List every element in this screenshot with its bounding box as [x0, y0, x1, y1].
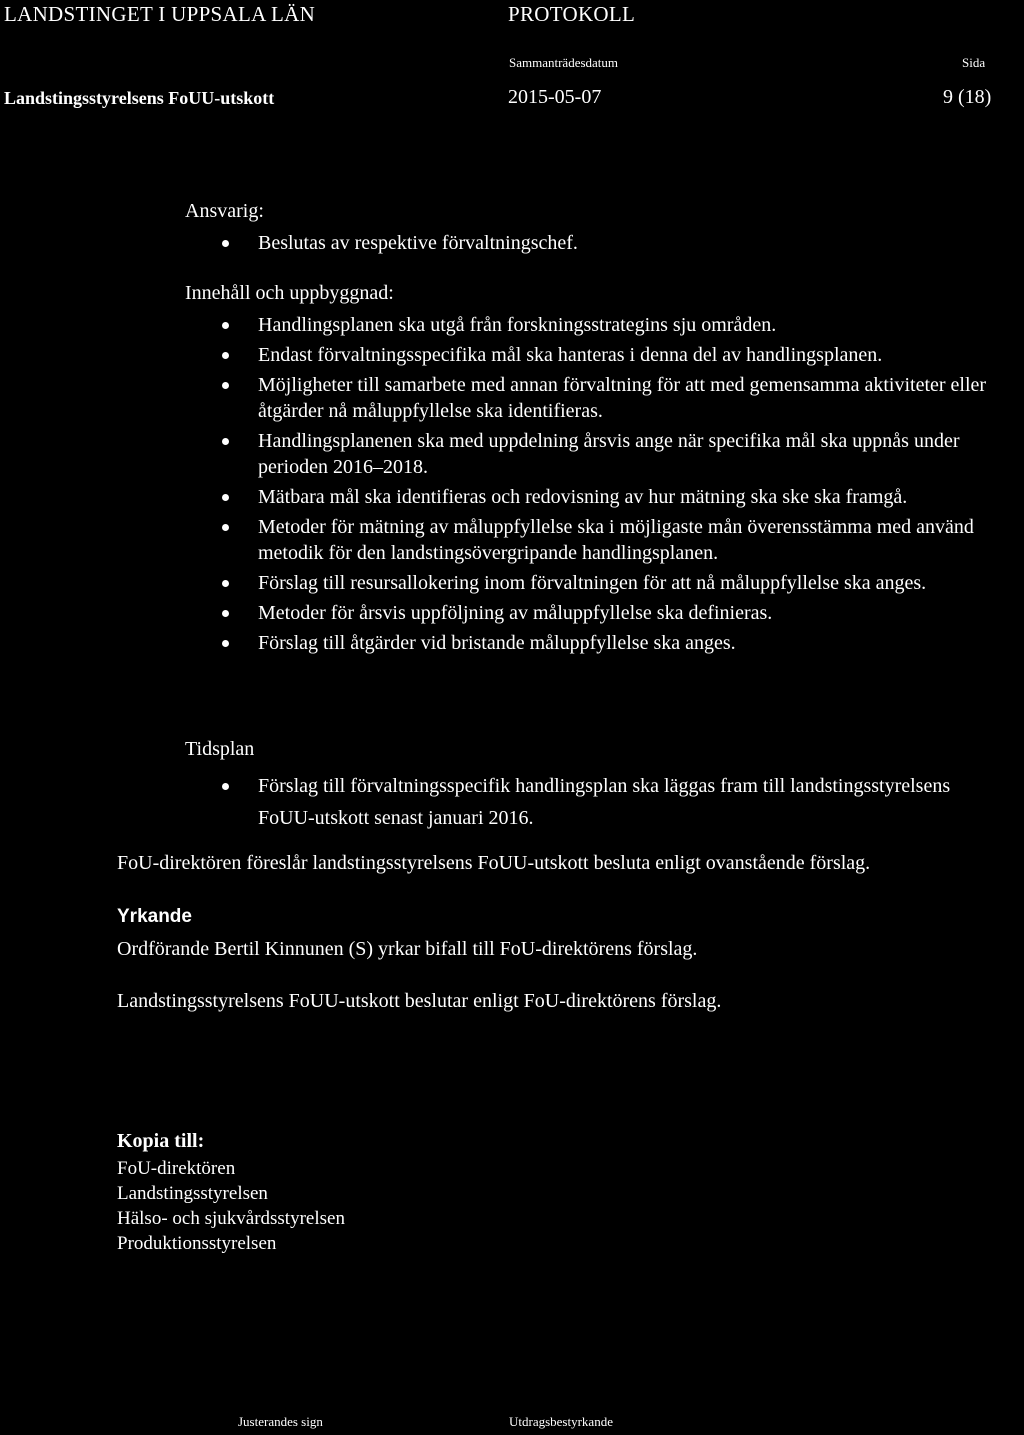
bullet-icon	[222, 524, 229, 531]
bullet-icon	[222, 240, 229, 247]
list-item: Förslag till resursallokering inom förvaltningen för att nå måluppfyllelse ska anges.	[222, 570, 992, 596]
recipient: Landstingsstyrelsen	[117, 1183, 268, 1204]
decision-text: Landstingsstyrelsens FoUU-utskott beslutar enligt FoU-direktörens förslag.	[117, 990, 722, 1012]
kopia-heading: Kopia till:	[117, 1130, 205, 1152]
meeting-date: 2015-05-07	[508, 86, 602, 108]
list-item: Endast förvaltningsspecifika mål ska hanteras i denna del av handlingsplanen.	[222, 342, 992, 368]
organization-name: LANDSTINGET I UPPSALA LÄN	[4, 2, 316, 26]
list-item: Förslag till förvaltningsspecifik handlingsplan ska läggas fram till landstingsstyrelsens FoUU-utskott senast januari 2016.	[222, 770, 992, 834]
proposal-text: FoU-direktören föreslår landstingsstyrelsens FoUU-utskott besluta enligt ovanstående förslag.	[117, 852, 871, 874]
bullet-icon	[222, 322, 229, 329]
bullet-icon	[222, 610, 229, 617]
innehall-list	[222, 312, 992, 660]
bullet-icon	[222, 352, 229, 359]
list-item: Metoder för årsvis uppföljning av måluppfyllelse ska definieras.	[222, 600, 992, 626]
recipient: Hälso- och sjukvårdsstyrelsen	[117, 1208, 345, 1229]
list-item: Mätbara mål ska identifieras och redovisning av hur mätning ska ske ska framgå.	[222, 484, 992, 510]
ansvarig-list	[222, 230, 992, 264]
committee-name: Landstingsstyrelsens FoUU-utskott	[4, 88, 275, 108]
list-item: Möjligheter till samarbete med annan förvaltning för att med gemensamma aktiviteter eller åtgärder nå måluppfyllelse ska identifieras.	[222, 372, 992, 424]
bullet-icon	[222, 640, 229, 647]
recipient: Produktionsstyrelsen	[117, 1233, 277, 1254]
bullet-icon	[222, 382, 229, 389]
bullet-icon	[222, 494, 229, 501]
list-item: Handlingsplanenen ska med uppdelning årsvis ange när specifika mål ska uppnås under perioden 2016–2018.	[222, 428, 992, 480]
bullet-icon	[222, 580, 229, 587]
list-item: Handlingsplanen ska utgå från forskningsstrategins sju områden.	[222, 312, 992, 338]
list-item: Beslutas av respektive förvaltningschef.	[222, 230, 992, 256]
recipient: FoU-direktören	[117, 1158, 236, 1179]
meeting-date-label: Sammanträdesdatum	[509, 55, 619, 70]
footer-utdragsbestyrkande: Utdragsbestyrkande	[509, 1414, 613, 1429]
ansvarig-heading: Ansvarig:	[185, 200, 264, 222]
document-type: PROTOKOLL	[508, 2, 636, 26]
list-item: Metoder för mätning av måluppfyllelse ska i möjligaste mån överensstämma med använd metodik för den landstingsövergripande handlingsplanen.	[222, 514, 992, 566]
footer-justerandes-sign: Justerandes sign	[238, 1414, 323, 1429]
tidsplan-list	[222, 770, 992, 842]
bullet-icon	[222, 783, 229, 790]
page-number: 9 (18)	[943, 86, 992, 108]
list-item: Förslag till åtgärder vid bristande måluppfyllelse ska anges.	[222, 630, 992, 656]
kopia-recipients	[117, 1156, 345, 1256]
yrkande-text: Ordförande Bertil Kinnunen (S) yrkar bifall till FoU-direktörens förslag.	[117, 938, 698, 960]
tidsplan-heading: Tidsplan	[185, 738, 255, 760]
page-label: Sida	[962, 55, 986, 70]
innehall-heading: Innehåll och uppbyggnad:	[185, 282, 394, 304]
bullet-icon	[222, 438, 229, 445]
yrkande-heading: Yrkande	[117, 906, 192, 927]
